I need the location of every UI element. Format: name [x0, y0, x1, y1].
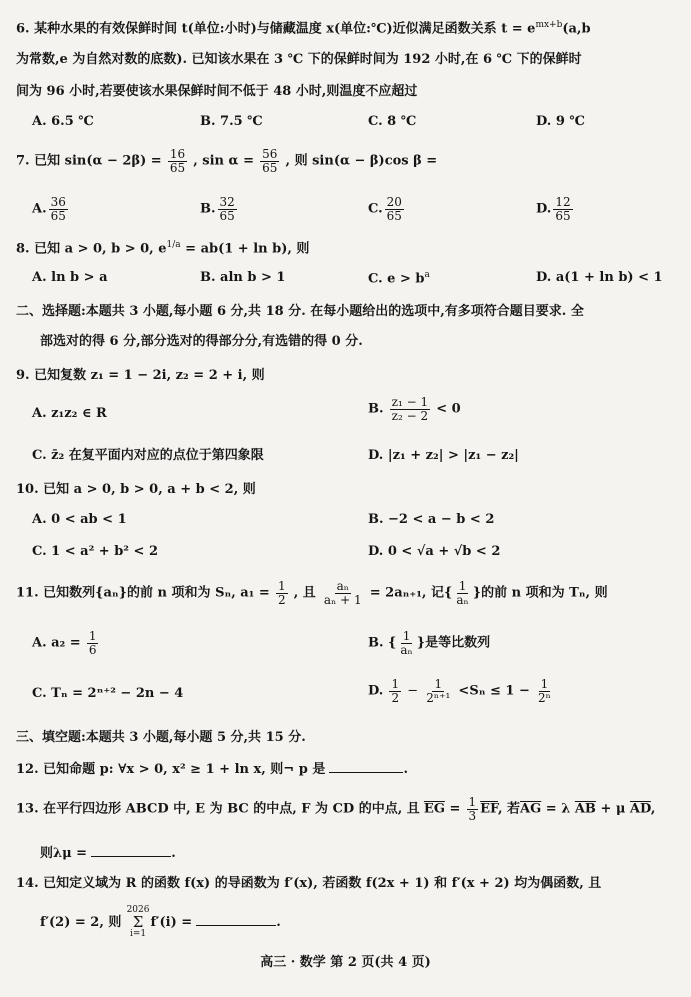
- q14-answer-blank[interactable]: [196, 925, 276, 926]
- q8-option-c: C. $e > b^a$: [368, 270, 430, 287]
- q11-option-a: A. a₂ = $\frac{1}{6}$: [32, 629, 97, 657]
- section-2-heading: 二、选择题:本题共 3 小题,每小题 6 分,共 18 分. 在每小题给出的选项中,有多项符合题目要求. 全: [16, 304, 584, 319]
- q7-stem: 7. 已知 sin(α − 2β) = $\frac{16}{65}$ , sin α = $\frac{56}{65}$ , 则 sin(α − β)cos β =: [16, 147, 438, 175]
- q8-stem: 8. 已知 a > 0, b > 0, $e^{1/a} = ab(1 + \ln b)$, 则: [16, 240, 310, 257]
- q10-stem: 10. 已知 a > 0, b > 0, a + b < 2, 则: [16, 482, 256, 497]
- q8-option-a: A. ln b > a: [32, 270, 108, 285]
- q6-line2: 为常数,e 为自然对数的底数). 已知该水果在 3 ℃ 下的保鲜时间为 192 小时,在 6 ℃ 下的保鲜时: [16, 52, 582, 67]
- q13-stem: 13. 在平行四边形 ABCD 中, E 为 BC 的中点, F 为 CD 的中点, 且 $\overline{EG}$ = $\frac{1}{3}$ $\overline{EF}$, 若$\overline{AG} = \lambda$ $\overline{AB} + \mu$ $\overline{AD}$,: [16, 795, 656, 823]
- q11-option-b: B. { $\frac{1}{\text{aₙ}}$ }是等比数列: [368, 629, 491, 657]
- q7-option-b: B. $\frac{32}{65}$: [200, 195, 235, 223]
- q7-fraction-2: $\frac{56}{65}$: [262, 147, 278, 175]
- q10-option-a: A. 0 < ab < 1: [32, 512, 127, 527]
- q13-answer-line: 则λμ = .: [40, 846, 176, 861]
- q12-stem: 12. 已知命题 p: ∀x > 0, x² ≥ 1 + ln x, 则¬ p 是 .: [16, 762, 409, 777]
- q7-option-d: D. $\frac{12}{65}$: [536, 195, 571, 223]
- section-3-heading: 三、填空题:本题共 3 小题,每小题 5 分,共 15 分.: [16, 730, 306, 745]
- q7-option-a: A. $\frac{36}{65}$: [32, 195, 66, 223]
- q11-stem: 11. 已知数列{aₙ}的前 n 项和为 Sₙ, a₁ = $\frac{1}{2}$ , 且 $\frac{\text{aₙ}}{\text{aₙ + 1}}$ = 2aₙ₊₁, 记{ $\frac{1}{\text{aₙ}}$ }的前 n 项和为 Tₙ, 则: [16, 579, 608, 607]
- q9-option-b: B. $\frac{\text{z₁ − 1}}{\text{z₂ − 2}}$ < 0: [368, 395, 461, 423]
- section-2-rules: 部选对的得 6 分,部分选对的得部分分,有选错的得 0 分.: [40, 334, 363, 349]
- q9-stem: 9. 已知复数 z₁ = 1 − 2i, z₂ = 2 + i, 则: [16, 368, 265, 383]
- q9-option-a: A. z₁z₂ ∈ R: [32, 406, 107, 421]
- q14-line1: 14. 已知定义域为 R 的函数 f(x) 的导函数为 f′(x), 若函数 f(2x + 1) 和 f′(x + 2) 均为偶函数, 且: [16, 876, 602, 891]
- q9-option-d: D. |z₁ + z₂| > |z₁ − z₂|: [368, 448, 519, 463]
- q9-option-c: C. z̄₂ 在复平面内对应的点位于第四象限: [32, 448, 264, 463]
- q10-option-b: B. −2 < a − b < 2: [368, 512, 495, 527]
- q11-option-d: D. $\frac{1}{2}$ − $\frac{1}{\text{2ⁿ⁺¹}}$ <Sₙ ≤ 1 − $\frac{1}{\text{2ⁿ}}$: [368, 677, 551, 705]
- q6-option-b: B. 7.5 ℃: [200, 114, 263, 129]
- page-footer: 高三 · 数学 第 2 页(共 4 页): [260, 955, 431, 970]
- q6-option-c: C. 8 ℃: [368, 114, 417, 129]
- q6-line1: 6. 某种水果的有效保鲜时间 t(单位:小时)与储藏温度 x(单位:℃)近似满足函数关系 $t = e^{mx+b}(a,b$: [16, 20, 591, 37]
- summation-symbol: 2026 Σ i=1: [126, 905, 150, 939]
- q6-option-d: D. 9 ℃: [536, 114, 586, 129]
- q7-fraction-1: $\frac{16}{65}$: [169, 147, 186, 175]
- q8-option-d: D. a(1 + ln b) < 1: [536, 270, 663, 285]
- q13-answer-blank[interactable]: [91, 856, 171, 857]
- q8-option-b: B. aln b > 1: [200, 270, 286, 285]
- q6-line3: 间为 96 小时,若要使该水果保鲜时间不低于 48 小时,则温度不应超过: [16, 84, 418, 99]
- q6-option-a: A. 6.5 ℃: [32, 114, 94, 129]
- q12-answer-blank[interactable]: [329, 772, 403, 773]
- q11-option-c: C. Tₙ = 2ⁿ⁺² − 2n − 4: [32, 686, 184, 701]
- q10-option-c: C. 1 < a² + b² < 2: [32, 544, 158, 559]
- q10-option-d: D. 0 < √a + √b < 2: [368, 544, 501, 559]
- q14-line2: f′(2) = 2, 则 2026 Σ i=1 f′(i) = .: [40, 905, 281, 939]
- q7-option-c: C. $\frac{20}{65}$: [368, 195, 402, 223]
